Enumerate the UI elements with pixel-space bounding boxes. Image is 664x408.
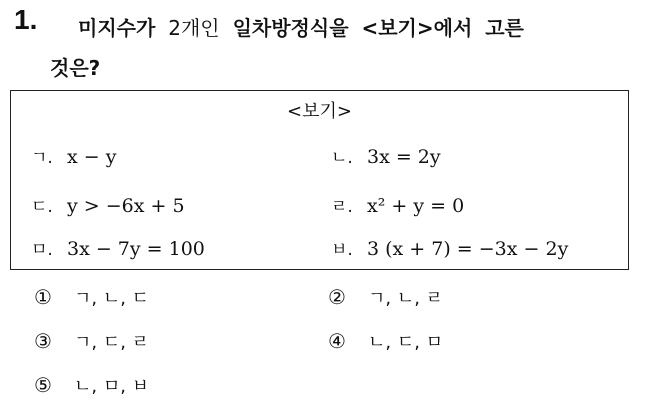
choice-text: ㄴ, ㄷ, ㅁ [368,332,444,353]
example-item-mark: ㄷ. [31,197,53,217]
answer-choice-3[interactable] [34,328,149,354]
example-item-expression: x − y [67,146,117,168]
choice-number: ① [34,285,52,309]
choice-text: ㄱ, ㄴ, ㄷ [74,288,150,309]
question-text-part-c: 일차방정식을 <보기>에서 고른 [232,16,524,40]
example-item-mark: ㅂ. [331,240,353,260]
choice-number: ② [328,285,346,309]
answer-choice-1[interactable] [34,284,149,310]
question-text-line-1 [78,12,524,41]
example-item-mark: ㄴ. [331,148,353,168]
answer-choice-2[interactable] [328,284,443,310]
choice-text: ㄱ, ㄴ, ㄹ [368,288,444,309]
question-text-part-b: 2개인 [168,16,220,40]
example-item-expression: 3x − 7y = 100 [67,238,205,260]
example-item-expression: y > −6x + 5 [67,195,185,217]
example-item-expression: 3x = 2y [367,146,441,168]
example-item-mark: ㄱ. [31,148,53,168]
example-item-2 [331,143,441,168]
example-item-mark: ㅁ. [31,240,53,260]
example-item-4 [331,192,464,217]
question-text-part-a: 미지수가 [78,16,156,40]
choice-text: ㄱ, ㄷ, ㄹ [74,332,150,353]
choice-text: ㄴ, ㅁ, ㅂ [74,376,150,397]
example-box [10,90,629,270]
example-item-mark: ㄹ. [331,197,353,217]
choice-number: ④ [328,329,346,353]
answer-choice-5[interactable] [34,372,149,398]
example-item-expression: x² + y = 0 [367,195,465,217]
answer-choice-4[interactable] [328,328,443,354]
choice-number: ③ [34,329,52,353]
example-item-1 [31,143,116,168]
choice-number: ⑤ [34,373,52,397]
example-item-6 [331,235,568,260]
question-number: 1. [14,4,38,35]
example-item-expression: 3 (x + 7) = −3x − 2y [367,238,569,260]
example-box-title: <보기> [287,101,352,122]
example-item-3 [31,192,185,217]
example-item-5 [31,235,205,260]
question-text-line-2: 것은? [50,56,101,80]
